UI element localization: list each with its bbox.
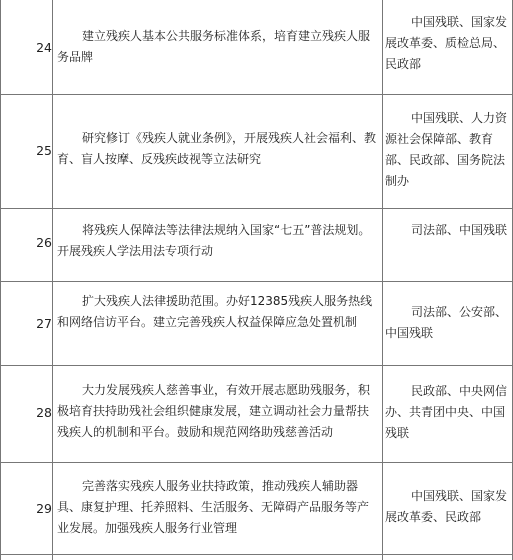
row-number: 25 <box>36 143 52 158</box>
row-number: 29 <box>36 501 52 516</box>
row-number: 27 <box>36 316 52 331</box>
table-border-left <box>0 0 1 560</box>
task-cell <box>52 380 382 443</box>
row-divider <box>0 208 513 209</box>
task-text: 将残疾人保障法等法律法规纳入国家“七五”普法规划。开展残疾人学法用法专项行动 <box>57 223 371 258</box>
task-cell <box>52 220 382 262</box>
department-cell <box>382 108 513 192</box>
row-divider <box>0 281 513 282</box>
task-text: 研究修订《残疾人就业条例》，开展残疾人社会福利、教育、盲人按摩、反残疾歧视等立法研究 <box>57 131 377 166</box>
column-divider-task <box>382 0 383 560</box>
task-cell <box>52 291 382 333</box>
task-text: 完善落实残疾人服务业扶持政策，推动残疾人辅助器具、康复护理、托养照料、生活服务、无障碍产品服务等产业发展。加强残疾人服务行业管理 <box>57 479 370 535</box>
department-text: 司法部、中国残联 <box>411 223 508 237</box>
department-text: 中国残联、国家发展改革委、民政部 <box>385 489 508 524</box>
task-cell <box>52 26 382 68</box>
department-cell <box>382 302 513 344</box>
task-text: 扩大残疾人法律援助范围。办好12385残疾人服务热线和网络信访平台。建立完善残疾人权益保障应急处置机制 <box>57 294 373 329</box>
row-divider <box>0 554 513 555</box>
row-divider <box>0 365 513 366</box>
task-text: 大力发展残疾人慈善事业，有效开展志愿助残服务，积极培育扶持助残社会组织健康发展，建立调动社会力量帮扶残疾人的机制和平台。鼓励和规范网络助残慈善活动 <box>57 383 371 439</box>
task-cell <box>52 476 382 539</box>
department-text: 民政部、中央网信办、共青团中央、中国残联 <box>385 384 508 440</box>
department-text: 中国残联、人力资源社会保障部、教育部、民政部、国务院法制办 <box>385 111 508 188</box>
department-cell <box>382 486 513 528</box>
row-number: 28 <box>36 405 52 420</box>
department-text: 中国残联、国家发展改革委、质检总局、民政部 <box>385 15 508 71</box>
task-cell <box>52 128 382 170</box>
row-number: 26 <box>36 235 52 250</box>
department-text: 司法部、公安部、中国残联 <box>385 305 508 340</box>
row-divider <box>0 94 513 95</box>
row-number: 24 <box>36 40 52 55</box>
department-cell <box>382 220 513 241</box>
department-cell <box>382 12 513 75</box>
task-text: 建立残疾人基本公共服务标准体系，培育建立残疾人服务品牌 <box>57 29 371 64</box>
department-cell <box>382 381 513 444</box>
row-divider <box>0 462 513 463</box>
